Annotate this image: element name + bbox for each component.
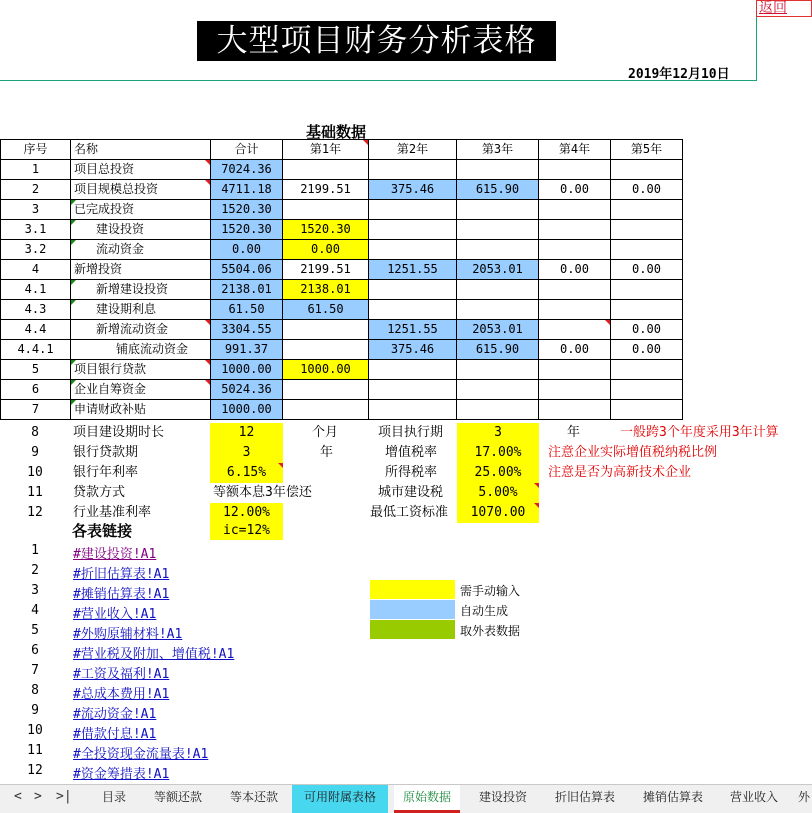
cell-y4[interactable] bbox=[539, 220, 611, 240]
cell-y4[interactable] bbox=[539, 200, 611, 220]
table-row bbox=[1, 360, 683, 380]
cell-y1[interactable] bbox=[283, 340, 369, 360]
link-number: 7 bbox=[31, 663, 39, 678]
sheet-link[interactable]: #借款付息!A1 bbox=[73, 727, 157, 742]
cell-y5[interactable]: 0.00 bbox=[611, 340, 683, 360]
cell-y1[interactable] bbox=[283, 380, 369, 400]
cell-y2[interactable] bbox=[369, 280, 457, 300]
tab-equal-payment[interactable]: 等额还款 bbox=[153, 790, 202, 804]
cell-y3[interactable] bbox=[457, 360, 539, 380]
cell-y1[interactable] bbox=[283, 320, 369, 340]
cell-name[interactable]: 流动资金 bbox=[71, 240, 211, 260]
cell-name[interactable]: 企业自筹资金 bbox=[71, 380, 211, 400]
cell-y1[interactable]: 2199.51 bbox=[283, 260, 369, 280]
cell-name[interactable]: 建设投资 bbox=[71, 220, 211, 240]
table-row bbox=[1, 400, 683, 420]
header-date: 2019年12月10日 bbox=[628, 67, 730, 82]
cell-y5[interactable]: 0.00 bbox=[611, 320, 683, 340]
sheet-link[interactable]: #资金筹措表!A1 bbox=[73, 767, 170, 782]
basic-data-table bbox=[0, 139, 683, 420]
cell-y1[interactable]: 2199.51 bbox=[283, 180, 369, 200]
col-header-y2: 第2年 bbox=[369, 140, 457, 160]
cell-y1[interactable]: 0.00 bbox=[283, 240, 369, 260]
param-note: 注意是否为高新技术企业 bbox=[548, 465, 692, 480]
cell-y2[interactable]: 1251.55 bbox=[369, 320, 457, 340]
cell-y1[interactable]: 2138.01 bbox=[283, 280, 369, 300]
tab-catalog[interactable]: 目录 bbox=[101, 790, 126, 804]
link-number: 10 bbox=[27, 723, 43, 738]
table-row bbox=[1, 320, 683, 340]
cell-total[interactable]: 1520.30 bbox=[211, 200, 283, 220]
cell-y2[interactable] bbox=[369, 300, 457, 320]
param-no: 11 bbox=[27, 485, 43, 500]
col-header-y3: 第3年 bbox=[457, 140, 539, 160]
cell-name[interactable]: 新增建设投资 bbox=[71, 280, 211, 300]
back-link[interactable]: 返回 bbox=[756, 0, 812, 17]
cell-total[interactable]: 3304.55 bbox=[211, 320, 283, 340]
link-number: 2 bbox=[31, 563, 39, 578]
param-value-input[interactable]: 1070.00 bbox=[457, 503, 539, 523]
cell-total[interactable]: 61.50 bbox=[211, 300, 283, 320]
tab-amortization[interactable]: 摊销估算表 bbox=[642, 790, 703, 804]
cell-y1[interactable] bbox=[283, 400, 369, 420]
cell-y2[interactable]: 1251.55 bbox=[369, 260, 457, 280]
cell-total[interactable]: 1000.00 bbox=[211, 360, 283, 380]
cell-total[interactable]: 4711.18 bbox=[211, 180, 283, 200]
param-no: 10 bbox=[27, 465, 43, 480]
cell-name[interactable]: 新增投资 bbox=[71, 260, 211, 280]
cell-y4[interactable] bbox=[539, 160, 611, 180]
cell-no[interactable]: 6 bbox=[1, 380, 71, 400]
cell-y3[interactable]: 615.90 bbox=[457, 180, 539, 200]
cell-y1[interactable]: 1520.30 bbox=[283, 220, 369, 240]
next-sheet-icon[interactable]: > bbox=[34, 789, 42, 804]
cell-total[interactable]: 2138.01 bbox=[211, 280, 283, 300]
param-no: 9 bbox=[31, 445, 39, 460]
legend-swatch-manual bbox=[370, 580, 455, 599]
param-label: 最低工资标准 bbox=[370, 505, 449, 520]
tab-depreciation[interactable]: 折旧估算表 bbox=[554, 790, 615, 804]
cell-y5[interactable] bbox=[611, 240, 683, 260]
cell-y3[interactable] bbox=[457, 160, 539, 180]
cell-total[interactable]: 1000.00 bbox=[211, 400, 283, 420]
link-number: 9 bbox=[31, 703, 39, 718]
cell-total[interactable]: 7024.36 bbox=[211, 160, 283, 180]
cell-name[interactable]: 建设期利息 bbox=[71, 300, 211, 320]
cell-y4[interactable] bbox=[539, 400, 611, 420]
link-number: 12 bbox=[27, 763, 43, 778]
cell-no[interactable]: 3.1 bbox=[1, 220, 71, 240]
cell-total[interactable]: 5024.36 bbox=[211, 380, 283, 400]
table-row bbox=[1, 280, 683, 300]
sheet-link[interactable]: #流动资金!A1 bbox=[73, 707, 157, 722]
param-unit: 年 bbox=[567, 425, 581, 440]
cell-y5[interactable] bbox=[611, 300, 683, 320]
param-label: 银行年利率 bbox=[73, 465, 139, 480]
cell-no[interactable]: 4.1 bbox=[1, 280, 71, 300]
param-no: 8 bbox=[31, 425, 39, 440]
link-number: 1 bbox=[31, 543, 39, 558]
cell-y1[interactable] bbox=[283, 160, 369, 180]
param-label: 贷款方式 bbox=[73, 485, 126, 500]
sheet-link[interactable]: #建设投资!A1 bbox=[73, 547, 157, 562]
ic-cell[interactable]: ic=12% bbox=[210, 522, 283, 540]
cell-no[interactable]: 4.4 bbox=[1, 320, 71, 340]
cell-y4[interactable] bbox=[539, 320, 611, 340]
link-number: 5 bbox=[31, 623, 39, 638]
cell-no[interactable]: 4.3 bbox=[1, 300, 71, 320]
cell-total[interactable]: 991.37 bbox=[211, 340, 283, 360]
cell-y5[interactable]: 0.00 bbox=[611, 180, 683, 200]
sheet-tab-bar bbox=[0, 784, 812, 813]
cell-y1[interactable]: 1000.00 bbox=[283, 360, 369, 380]
cell-y2[interactable] bbox=[369, 240, 457, 260]
cell-y4[interactable] bbox=[539, 360, 611, 380]
cell-y5[interactable] bbox=[611, 360, 683, 380]
page-title: 大型项目财务分析表格 bbox=[197, 21, 556, 61]
cell-y2[interactable]: 375.46 bbox=[369, 180, 457, 200]
cell-y2[interactable] bbox=[369, 160, 457, 180]
cell-y4[interactable] bbox=[539, 300, 611, 320]
param-value-input[interactable]: 17.00% bbox=[457, 443, 539, 463]
cell-y3[interactable] bbox=[457, 380, 539, 400]
link-number: 4 bbox=[31, 603, 39, 618]
sheet-link[interactable]: #工资及福利!A1 bbox=[73, 667, 170, 682]
cell-y5[interactable]: 0.00 bbox=[611, 260, 683, 280]
sheet-link[interactable]: #营业收入!A1 bbox=[73, 607, 157, 622]
cell-no[interactable]: 2 bbox=[1, 180, 71, 200]
link-number: 3 bbox=[31, 583, 39, 598]
param-no: 12 bbox=[27, 505, 43, 520]
cell-name[interactable]: 申请财政补贴 bbox=[71, 400, 211, 420]
param-label: 银行贷款期 bbox=[73, 445, 139, 460]
cell-y5[interactable] bbox=[611, 280, 683, 300]
cell-y4[interactable] bbox=[539, 280, 611, 300]
tab-attached-tables[interactable]: 可用附属表格 bbox=[292, 785, 388, 813]
param-label: 增值税率 bbox=[385, 445, 438, 460]
param-label: 城市建设税 bbox=[378, 485, 444, 500]
cell-name[interactable]: 项目总投资 bbox=[71, 160, 211, 180]
table-row bbox=[1, 160, 683, 180]
cell-y4[interactable]: 0.00 bbox=[539, 180, 611, 200]
cell-y5[interactable] bbox=[611, 400, 683, 420]
legend-label-auto: 自动生成 bbox=[460, 604, 509, 618]
col-header-y1: 第1年 bbox=[283, 140, 369, 160]
cell-no[interactable]: 1 bbox=[1, 160, 71, 180]
cell-y2[interactable] bbox=[369, 400, 457, 420]
param-value-input[interactable]: 3 bbox=[457, 423, 539, 443]
cell-y3[interactable] bbox=[457, 200, 539, 220]
cell-y4[interactable] bbox=[539, 240, 611, 260]
table-row bbox=[1, 300, 683, 320]
cell-y3[interactable]: 615.90 bbox=[457, 340, 539, 360]
param-value-input[interactable]: 5.00% bbox=[457, 483, 539, 503]
cell-no[interactable]: 5 bbox=[1, 360, 71, 380]
cell-y3[interactable]: 2053.01 bbox=[457, 320, 539, 340]
sheet-link[interactable]: #营业税及附加、增值税!A1 bbox=[73, 647, 235, 662]
cell-no[interactable]: 4.4.1 bbox=[1, 340, 71, 360]
cell-y5[interactable] bbox=[611, 200, 683, 220]
cell-y2[interactable] bbox=[369, 360, 457, 380]
param-value[interactable]: 等额本息3年偿还 bbox=[213, 485, 312, 500]
link-number: 8 bbox=[31, 683, 39, 698]
cell-y4[interactable] bbox=[539, 380, 611, 400]
cell-y1[interactable]: 61.50 bbox=[283, 300, 369, 320]
cell-y3[interactable]: 2053.01 bbox=[457, 260, 539, 280]
section-title: 基础数据 bbox=[306, 123, 367, 141]
cell-y2[interactable] bbox=[369, 380, 457, 400]
links-heading: 各表链接 bbox=[72, 522, 133, 540]
col-header-y5: 第5年 bbox=[611, 140, 683, 160]
tab-construction-investment[interactable]: 建设投资 bbox=[478, 790, 527, 804]
tab-raw-data[interactable]: 原始数据 bbox=[394, 785, 460, 813]
cell-y4[interactable]: 0.00 bbox=[539, 340, 611, 360]
cell-y4[interactable]: 0.00 bbox=[539, 260, 611, 280]
sheet-link[interactable]: #摊销估算表!A1 bbox=[73, 587, 170, 602]
cell-y3[interactable] bbox=[457, 300, 539, 320]
col-header-total: 合计 bbox=[211, 140, 283, 160]
cell-y2[interactable] bbox=[369, 220, 457, 240]
table-header-row bbox=[1, 140, 683, 160]
param-label: 所得税率 bbox=[385, 465, 438, 480]
cell-no[interactable]: 7 bbox=[1, 400, 71, 420]
cell-y1[interactable] bbox=[283, 200, 369, 220]
cell-y2[interactable] bbox=[369, 200, 457, 220]
cell-y3[interactable] bbox=[457, 280, 539, 300]
cell-y3[interactable] bbox=[457, 220, 539, 240]
table-row bbox=[1, 260, 683, 280]
sheet-link[interactable]: #折旧估算表!A1 bbox=[73, 567, 170, 582]
legend-swatch-auto bbox=[370, 600, 455, 619]
cell-y5[interactable] bbox=[611, 380, 683, 400]
legend-swatch-external bbox=[370, 620, 455, 639]
param-unit: 个月 bbox=[312, 425, 339, 440]
cell-no[interactable]: 4 bbox=[1, 260, 71, 280]
last-sheet-icon[interactable]: >| bbox=[56, 789, 72, 804]
cell-name[interactable]: 铺底流动资金 bbox=[71, 340, 211, 360]
table-row bbox=[1, 180, 683, 200]
param-value-input[interactable]: 3 bbox=[210, 443, 283, 463]
cell-y5[interactable] bbox=[611, 220, 683, 240]
cell-name[interactable]: 新增流动资金 bbox=[71, 320, 211, 340]
col-header-no: 序号 bbox=[1, 140, 71, 160]
tab-revenue[interactable]: 营业收入 bbox=[729, 790, 778, 804]
sheet-link[interactable]: #总成本费用!A1 bbox=[73, 687, 170, 702]
sheet-link[interactable]: #外购原辅材料!A1 bbox=[73, 627, 183, 642]
cell-name[interactable]: 项目规模总投资 bbox=[71, 180, 211, 200]
cell-total[interactable]: 1520.30 bbox=[211, 220, 283, 240]
link-number: 6 bbox=[31, 643, 39, 658]
col-header-y4: 第4年 bbox=[539, 140, 611, 160]
param-unit: 年 bbox=[320, 445, 334, 460]
param-label: 行业基准利率 bbox=[73, 505, 152, 520]
param-value-input[interactable]: 12.00% bbox=[210, 503, 283, 523]
legend-label-external: 取外表数据 bbox=[460, 624, 521, 638]
param-note: 一般跨3个年度采用3年计算 bbox=[620, 425, 779, 440]
table-row bbox=[1, 340, 683, 360]
cell-no[interactable]: 3 bbox=[1, 200, 71, 220]
table-row bbox=[1, 380, 683, 400]
cell-no[interactable]: 3.2 bbox=[1, 240, 71, 260]
tab-equal-principal[interactable]: 等本还款 bbox=[229, 790, 278, 804]
cell-total[interactable]: 5504.06 bbox=[211, 260, 283, 280]
sheet-link[interactable]: #全投资现金流量表!A1 bbox=[73, 747, 209, 762]
cell-y2[interactable]: 375.46 bbox=[369, 340, 457, 360]
cell-y3[interactable] bbox=[457, 240, 539, 260]
cell-y3[interactable] bbox=[457, 400, 539, 420]
col-header-name: 名称 bbox=[71, 140, 211, 160]
table-row bbox=[1, 240, 683, 260]
param-value-input[interactable]: 6.15% bbox=[210, 463, 283, 483]
param-label: 项目建设期时长 bbox=[73, 425, 165, 440]
table-row bbox=[1, 200, 683, 220]
prev-sheet-icon[interactable]: < bbox=[14, 789, 22, 804]
link-number: 11 bbox=[27, 743, 43, 758]
table-row bbox=[1, 220, 683, 240]
cell-name[interactable]: 项目银行贷款 bbox=[71, 360, 211, 380]
param-note: 注意企业实际增值税纳税比例 bbox=[548, 445, 718, 460]
cell-name[interactable]: 已完成投资 bbox=[71, 200, 211, 220]
param-value-input[interactable]: 12 bbox=[210, 423, 283, 443]
cell-total[interactable]: 0.00 bbox=[211, 240, 283, 260]
legend-label-manual: 需手动输入 bbox=[460, 584, 521, 598]
tab-overflow[interactable]: 外 bbox=[797, 790, 810, 804]
cell-y5[interactable] bbox=[611, 160, 683, 180]
param-label: 项目执行期 bbox=[378, 425, 444, 440]
param-value-input[interactable]: 25.00% bbox=[457, 463, 539, 483]
